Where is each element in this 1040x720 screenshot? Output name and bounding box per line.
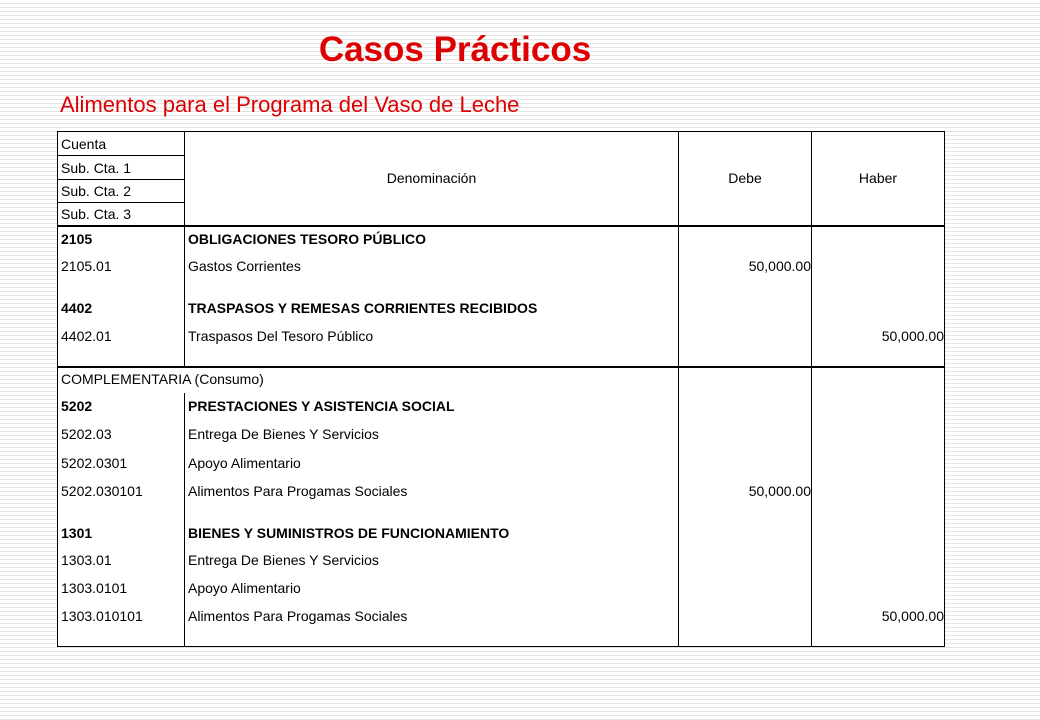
table-border-left <box>57 131 58 646</box>
table-border-top <box>57 131 945 132</box>
header-sub-cta-3: Sub. Cta. 3 <box>61 206 132 222</box>
row-haber-amount: 50,000.00 <box>881 608 944 624</box>
row-cuenta: 1303.01 <box>61 552 112 568</box>
row-cuenta: 5202.030101 <box>61 483 143 499</box>
row-denominacion: Entrega De Bienes Y Servicios <box>188 552 379 568</box>
page-subtitle: Alimentos para el Programa del Vaso de Leche <box>60 92 520 117</box>
row-denominacion: TRASPASOS Y REMESAS CORRIENTES RECIBIDOS <box>188 300 538 316</box>
header-sub-cta-1: Sub. Cta. 1 <box>61 160 132 176</box>
row-denominacion: Alimentos Para Progamas Sociales <box>188 608 408 624</box>
row-cuenta: 2105 <box>61 231 93 247</box>
header-bottom-border <box>57 225 945 227</box>
header-haber: Haber <box>858 170 898 186</box>
section-label: COMPLEMENTARIA (Consumo) <box>61 371 264 387</box>
row-denominacion: OBLIGACIONES TESORO PÚBLICO <box>188 231 427 247</box>
column-divider-denominacion <box>678 131 679 646</box>
row-cuenta: 5202.03 <box>61 426 112 442</box>
header-cuenta: Cuenta <box>61 136 107 152</box>
row-haber-amount: 50,000.00 <box>881 328 944 344</box>
column-divider-debe <box>811 131 812 646</box>
page-title: Casos Prácticos <box>318 30 592 69</box>
column-divider-cuenta <box>184 131 185 366</box>
row-denominacion: PRESTACIONES Y ASISTENCIA SOCIAL <box>188 398 455 414</box>
header-divider <box>57 155 184 156</box>
row-debe-amount: 50,000.00 <box>748 258 811 274</box>
row-cuenta: 1303.0101 <box>61 580 128 596</box>
row-cuenta: 5202 <box>61 398 93 414</box>
row-cuenta: 1303.010101 <box>61 608 143 624</box>
row-denominacion: BIENES Y SUMINISTROS DE FUNCIONAMIENTO <box>188 525 510 541</box>
row-denominacion: Apoyo Alimentario <box>188 455 301 471</box>
row-cuenta: 4402 <box>61 300 93 316</box>
row-cuenta: 5202.0301 <box>61 455 128 471</box>
table-border-right <box>944 131 945 646</box>
header-denominacion: Denominación <box>386 170 477 186</box>
table-border-bottom <box>57 646 945 647</box>
header-sub-cta-2: Sub. Cta. 2 <box>61 183 132 199</box>
row-debe-amount: 50,000.00 <box>748 483 811 499</box>
accounting-table <box>57 131 945 647</box>
row-cuenta: 2105.01 <box>61 258 112 274</box>
header-debe: Debe <box>728 170 762 186</box>
column-divider-cuenta <box>184 393 185 646</box>
row-denominacion: Entrega De Bienes Y Servicios <box>188 426 379 442</box>
row-denominacion: Alimentos Para Progamas Sociales <box>188 483 408 499</box>
row-cuenta: 4402.01 <box>61 328 112 344</box>
row-denominacion: Traspasos Del Tesoro Público <box>188 328 374 344</box>
row-denominacion: Gastos Corrientes <box>188 258 301 274</box>
row-cuenta: 1301 <box>61 525 93 541</box>
row-denominacion: Apoyo Alimentario <box>188 580 301 596</box>
